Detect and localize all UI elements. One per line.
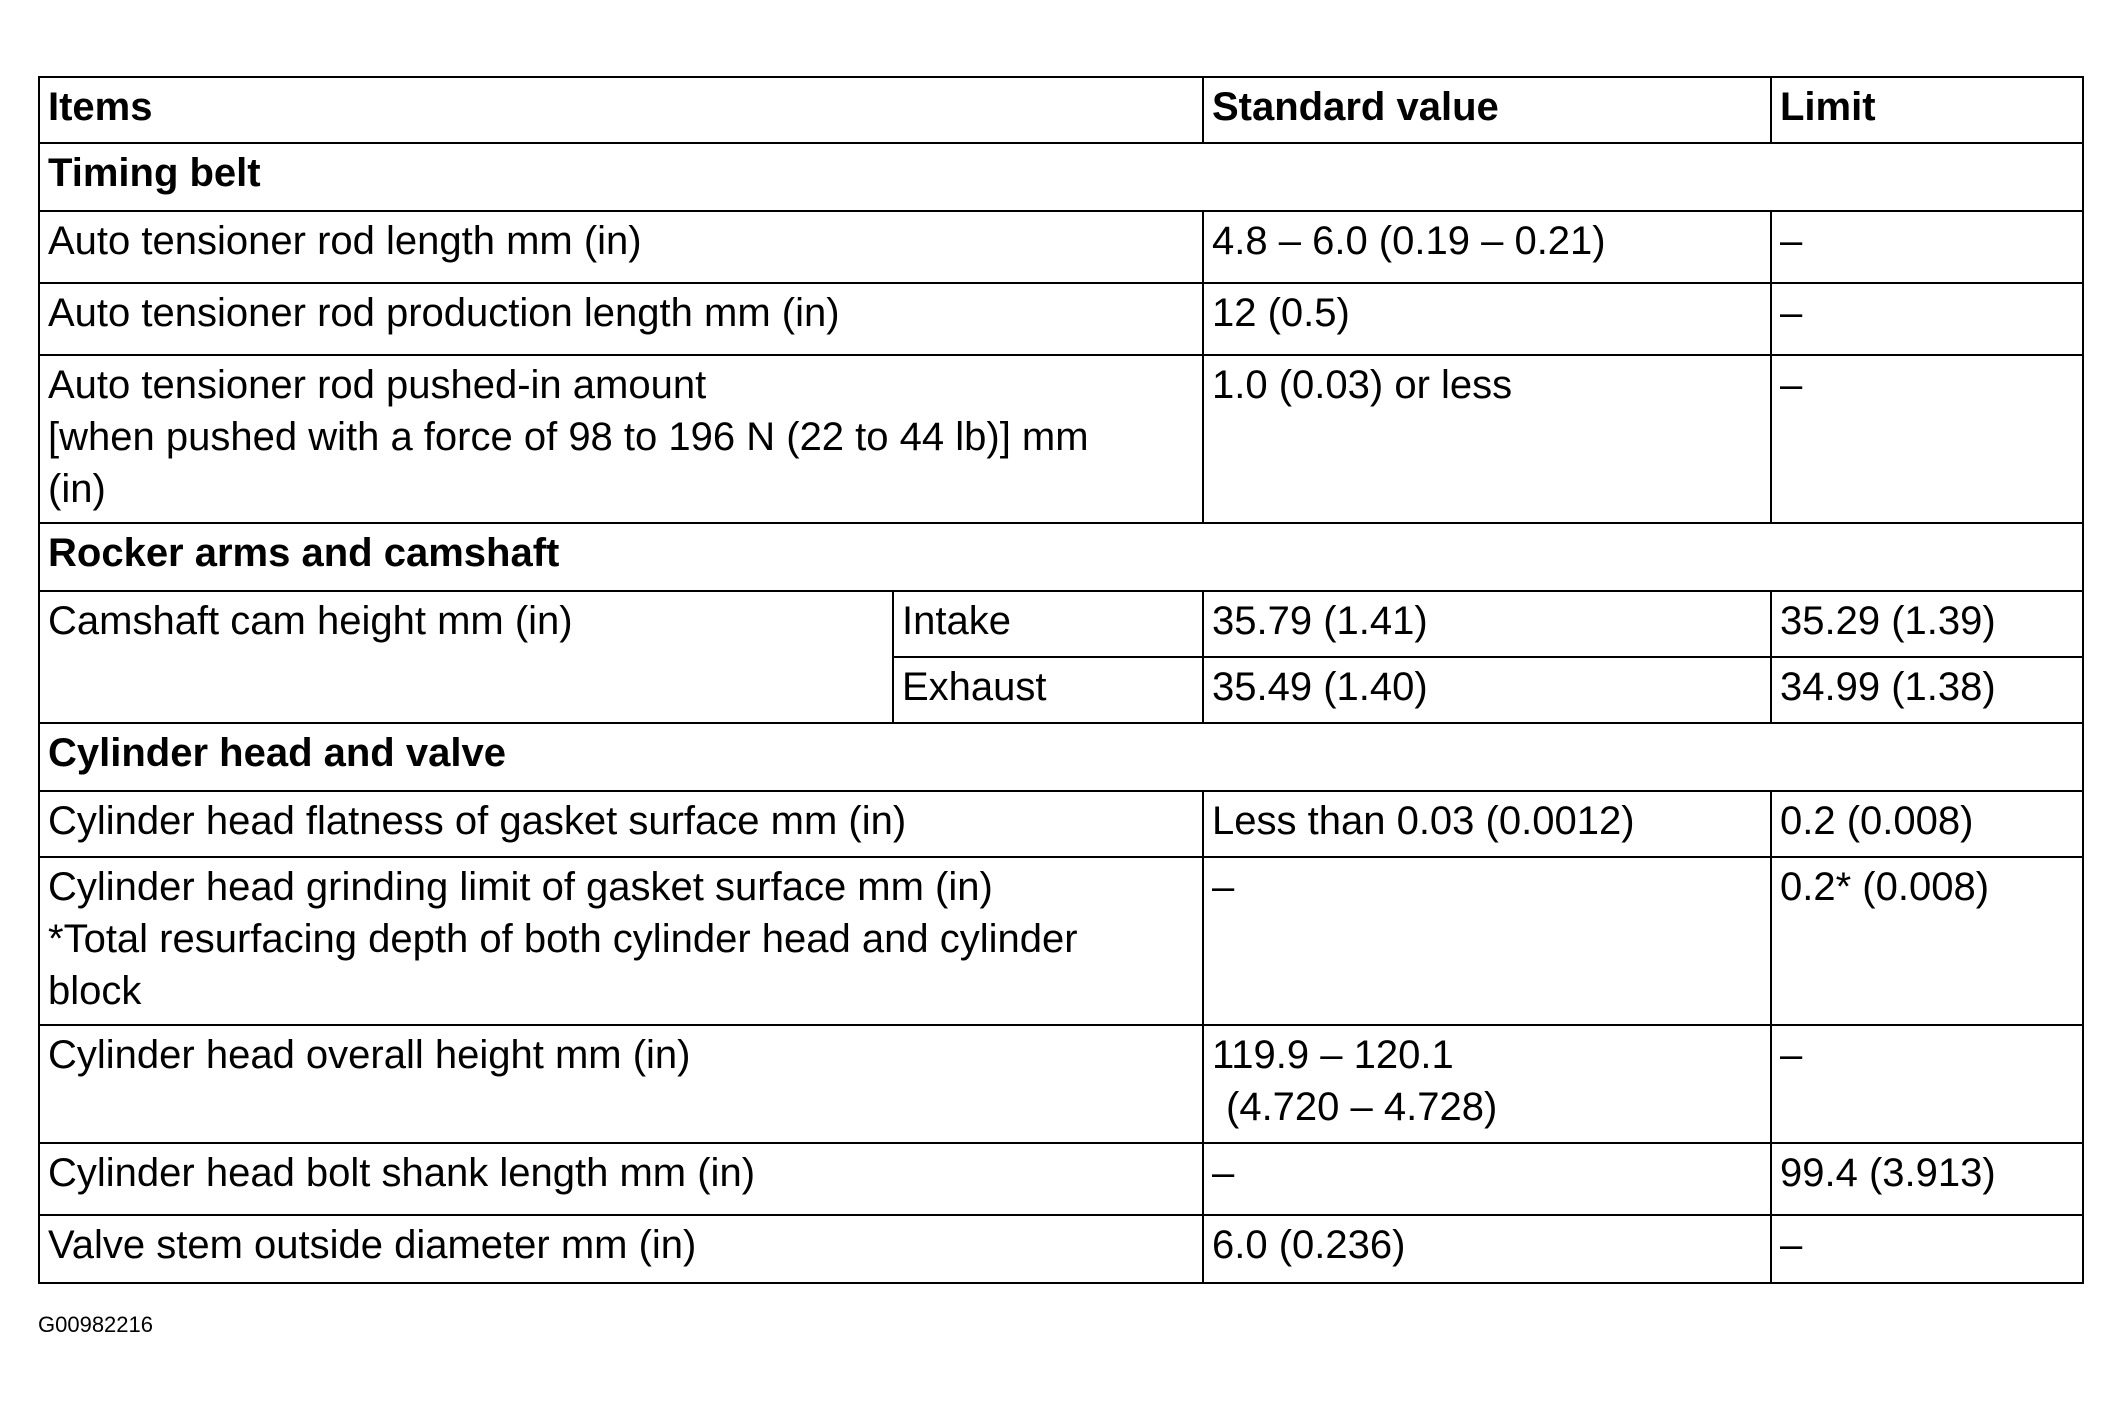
standard-value-cell: 35.79 (1.41) (1203, 591, 1771, 657)
sub-item-cell: Intake (893, 591, 1203, 657)
item-cell: Auto tensioner rod production length mm (in) (39, 283, 1203, 355)
table-row (39, 1025, 2083, 1143)
section-title: Rocker arms and camshaft (39, 523, 2083, 591)
limit-cell: 99.4 (3.913) (1771, 1143, 2083, 1215)
standard-value-cell (1203, 1025, 1771, 1143)
limit-cell: – (1771, 283, 2083, 355)
table-row (39, 591, 2083, 657)
item-line: (in) (48, 467, 106, 511)
standard-value-line: (4.720 – 4.728) (1226, 1085, 1498, 1129)
standard-value-cell: 4.8 – 6.0 (0.19 – 0.21) (1203, 211, 1771, 283)
table-row (39, 355, 2083, 523)
limit-cell: 0.2 (0.008) (1771, 791, 2083, 857)
standard-value-cell: Less than 0.03 (0.0012) (1203, 791, 1771, 857)
item-cell: Cylinder head overall height mm (in) (39, 1025, 1203, 1143)
standard-value-cell: 35.49 (1.40) (1203, 657, 1771, 723)
item-line: Auto tensioner rod pushed-in amount (48, 363, 707, 407)
limit-cell: 0.2* (0.008) (1771, 857, 2083, 1025)
table-header-row (39, 77, 2083, 143)
item-line: Cylinder head grinding limit of gasket surface mm (in) (48, 865, 993, 909)
standard-value-line: 119.9 – 120.1 (1212, 1033, 1454, 1077)
section-row-rocker-arms (39, 523, 2083, 591)
section-row-cylinder-head (39, 723, 2083, 791)
table-row (39, 791, 2083, 857)
table-row (39, 283, 2083, 355)
limit-cell: – (1771, 1025, 2083, 1143)
item-cell: Valve stem outside diameter mm (in) (39, 1215, 1203, 1283)
item-cell: Camshaft cam height mm (in) (39, 591, 893, 723)
specification-table (38, 76, 2084, 1284)
table-row (39, 211, 2083, 283)
section-title: Cylinder head and valve (39, 723, 2083, 791)
standard-value-cell: – (1203, 857, 1771, 1025)
item-cell (39, 857, 1203, 1025)
header-standard-value: Standard value (1203, 77, 1771, 143)
item-line: *Total resurfacing depth of both cylinder head and cylinder (48, 917, 1078, 961)
standard-value-cell: 1.0 (0.03) or less (1203, 355, 1771, 523)
standard-value-cell: 6.0 (0.236) (1203, 1215, 1771, 1283)
limit-cell: 35.29 (1.39) (1771, 591, 2083, 657)
item-cell: Cylinder head bolt shank length mm (in) (39, 1143, 1203, 1215)
item-cell (39, 355, 1203, 523)
item-line: [when pushed with a force of 98 to 196 N (22 to 44 lb)] mm (48, 415, 1089, 459)
limit-cell: – (1771, 355, 2083, 523)
limit-cell: – (1771, 211, 2083, 283)
item-line: block (48, 969, 142, 1013)
table-row (39, 857, 2083, 1025)
limit-cell: – (1771, 1215, 2083, 1283)
item-cell: Cylinder head flatness of gasket surface mm (in) (39, 791, 1203, 857)
limit-cell: 34.99 (1.38) (1771, 657, 2083, 723)
standard-value-cell: 12 (0.5) (1203, 283, 1771, 355)
header-items: Items (39, 77, 1203, 143)
table-row (39, 1215, 2083, 1283)
standard-value-cell: – (1203, 1143, 1771, 1215)
section-title: Timing belt (39, 143, 2083, 211)
header-limit: Limit (1771, 77, 2083, 143)
item-cell: Auto tensioner rod length mm (in) (39, 211, 1203, 283)
sub-item-cell: Exhaust (893, 657, 1203, 723)
figure-id: G00982216 (38, 1312, 153, 1337)
section-row-timing-belt (39, 143, 2083, 211)
table-row (39, 1143, 2083, 1215)
